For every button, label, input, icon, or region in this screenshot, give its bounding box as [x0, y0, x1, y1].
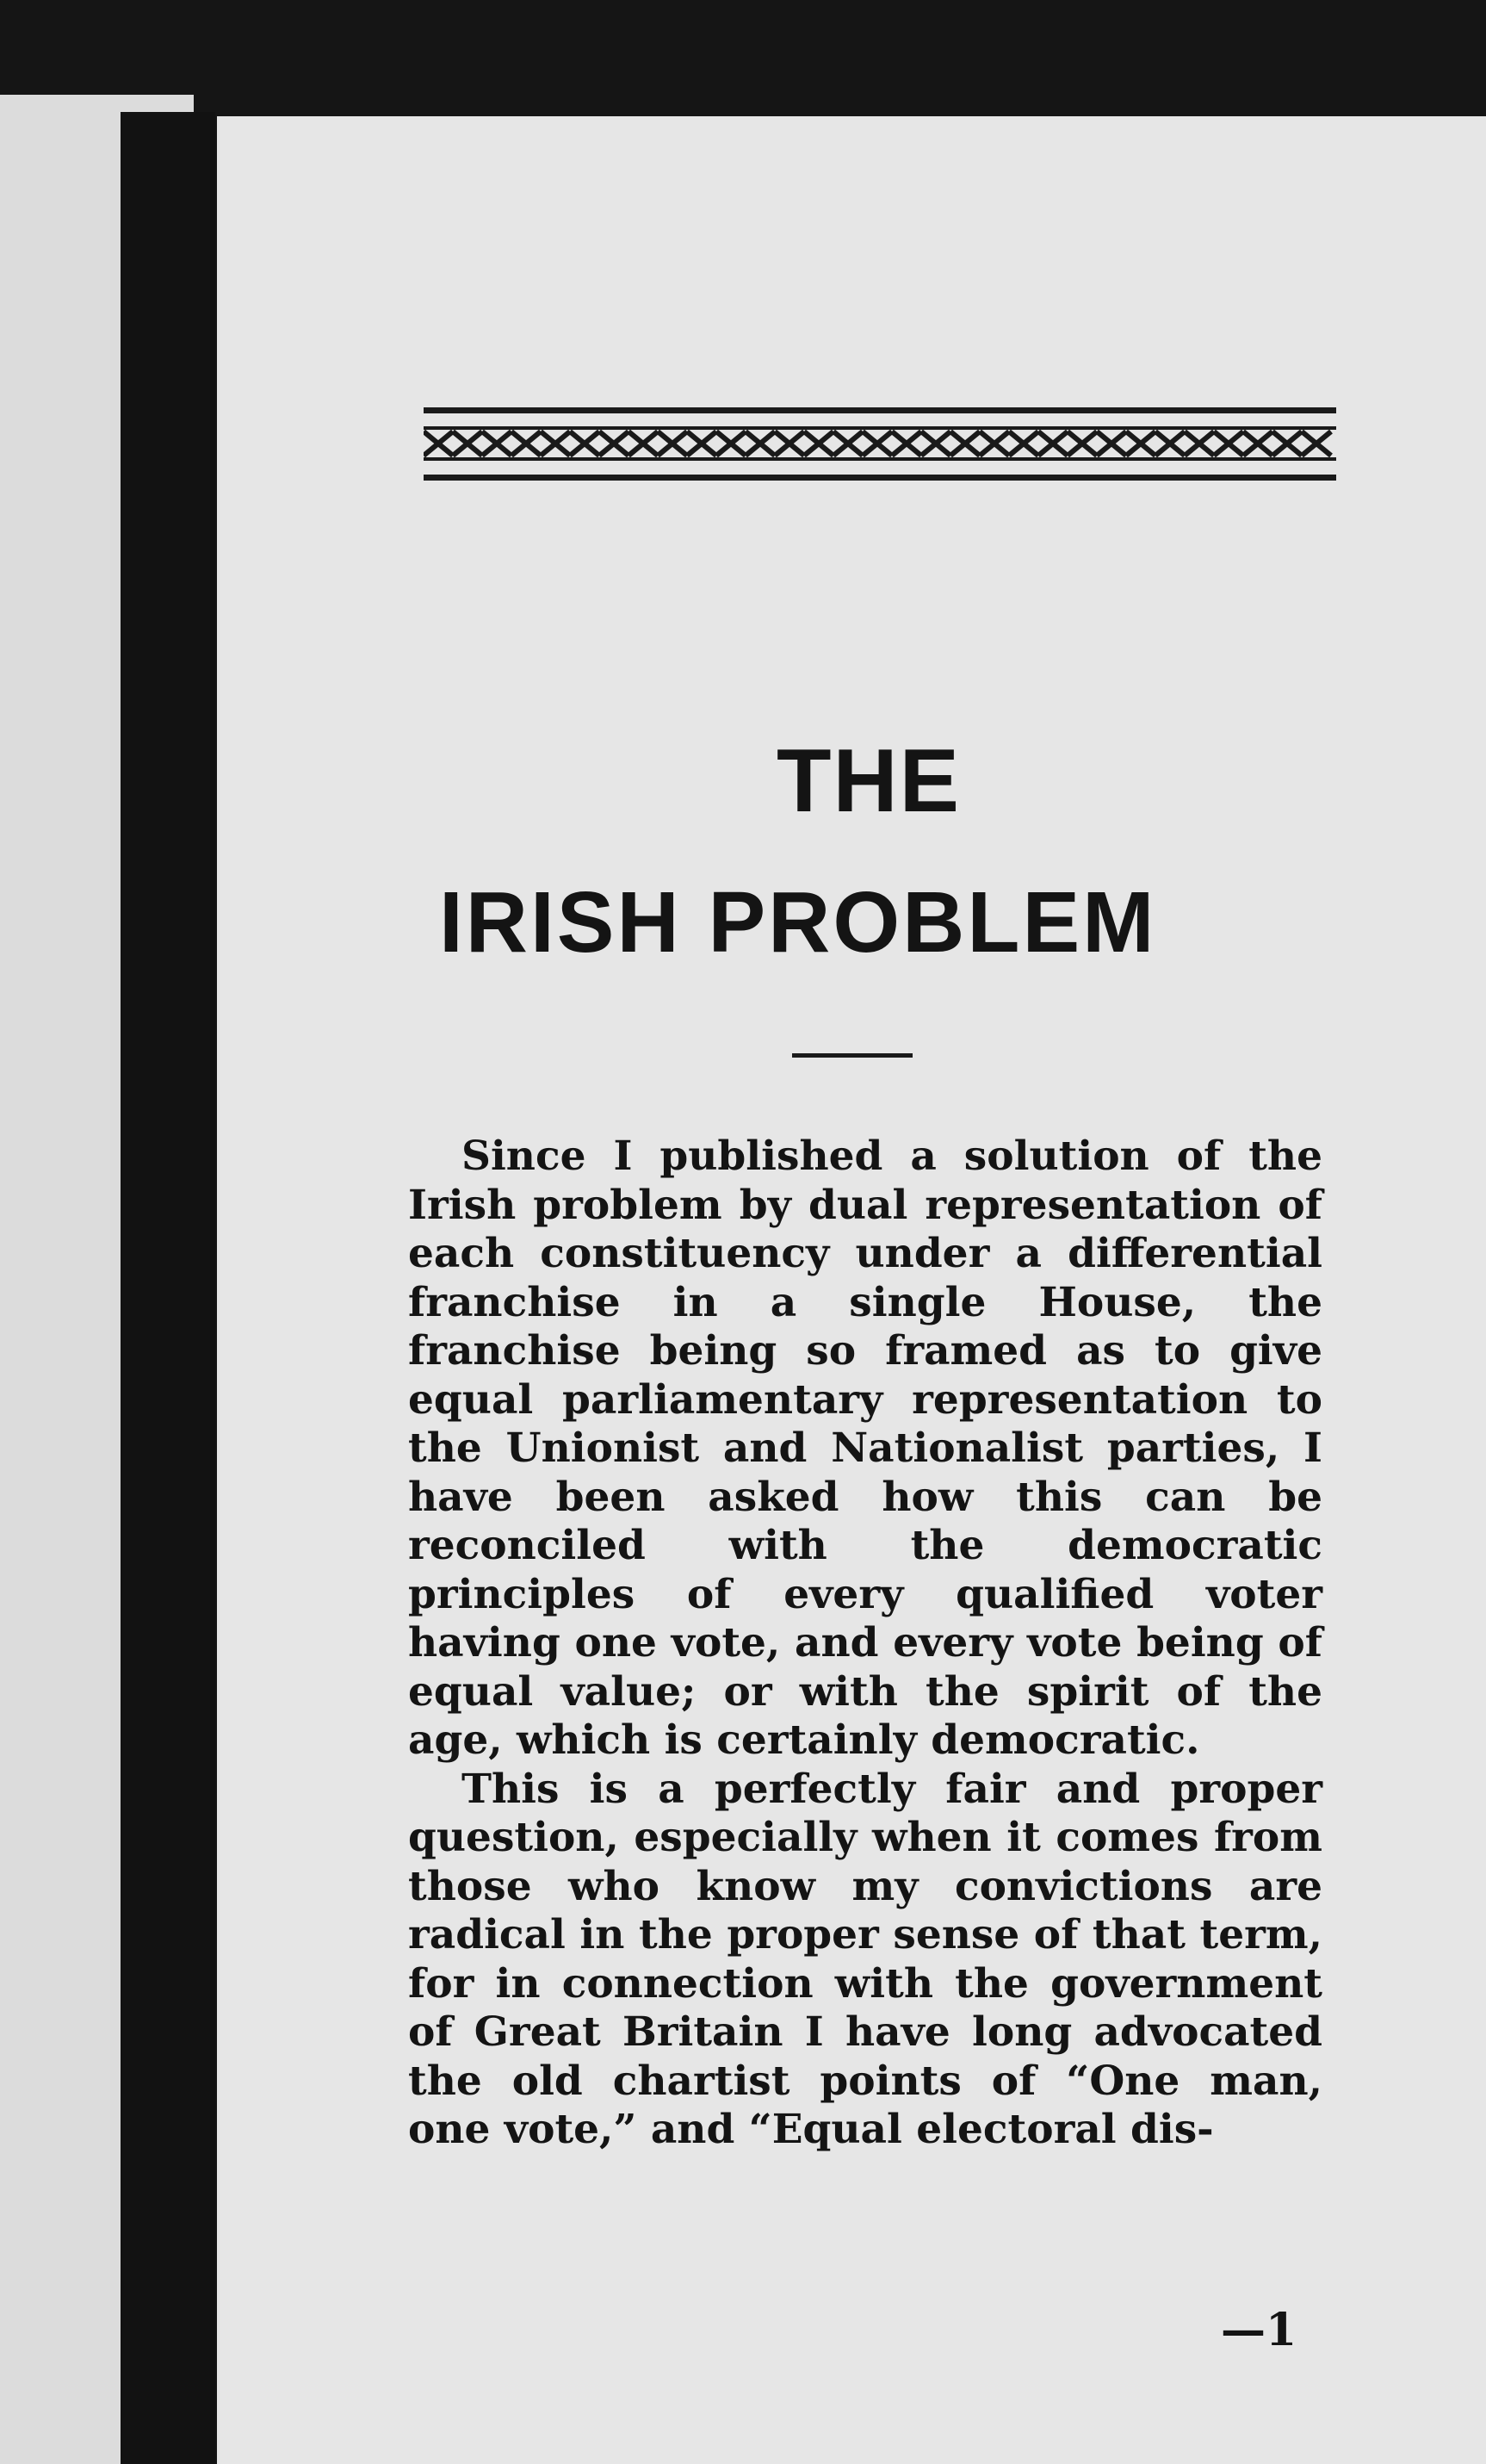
document-page: [217, 116, 1486, 2464]
paragraph-2: This is a perfectly fair and proper question, especially when it comes from those who know my convictions are radical in the proper sense of that term, for in connection with the government of Great Britain I have long advocated the old chartist points of “One man, one vote,” and “Equal electoral dis-: [408, 1765, 1322, 2153]
paragraph-1: Since I published a solution of the Irish problem by dual representation of each constituency under a differential franchise in a single House, the franchise being so framed as to give equal parliamentary representation to the Unionist and Nationalist parties, I have been asked how this can be reconciled with the democratic principles of every qualified voter having one vote, and every vote being of equal value; or with the spirit of the age, which is certainly democratic.: [408, 1133, 1322, 1764]
page-number: —1: [1221, 2304, 1297, 2356]
title-line-the: THE: [777, 731, 961, 831]
body-text: [408, 1133, 1322, 2155]
decorative-border-ornament: [424, 400, 1336, 487]
title-line-irish-problem: IRISH PROBLEM: [439, 874, 1157, 971]
title-separator-rule: [792, 1053, 913, 1058]
book-spine-gutter: [121, 112, 215, 2464]
